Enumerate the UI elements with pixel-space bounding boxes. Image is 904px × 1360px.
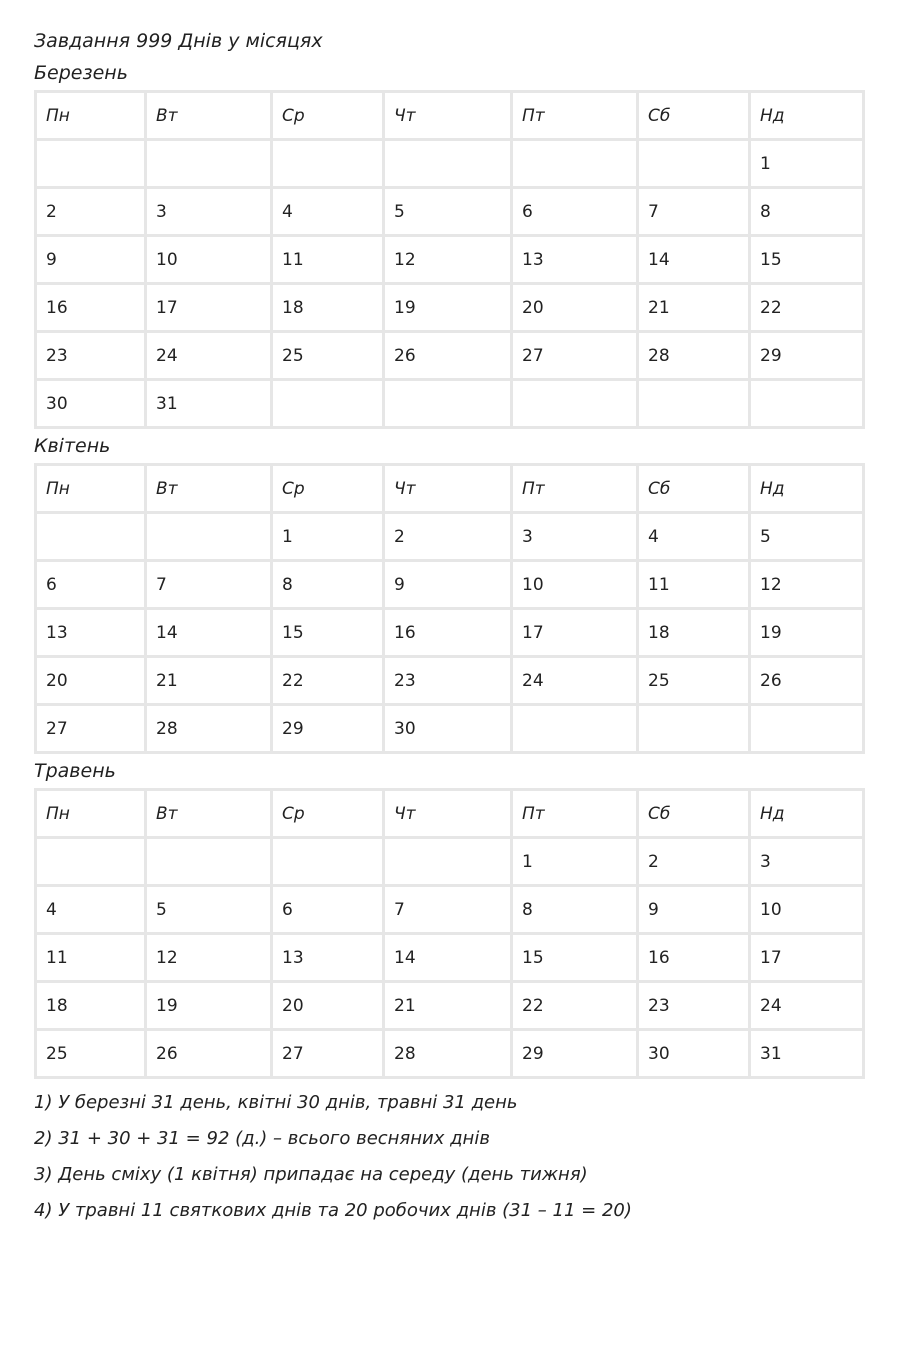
weekday-cell: Вт [146, 790, 272, 838]
day-cell: 2 [36, 188, 146, 236]
month-title: Квітень [34, 435, 111, 457]
day-cell: 26 [384, 332, 512, 380]
day-cell: 2 [638, 838, 750, 886]
weekday-header-row [36, 465, 864, 513]
week-row [36, 705, 864, 753]
weekday-cell: Чт [384, 790, 512, 838]
day-cell: 14 [638, 236, 750, 284]
day-cell: 29 [512, 1030, 638, 1078]
day-cell: 1 [750, 140, 864, 188]
day-cell [638, 380, 750, 428]
day-cell: 30 [384, 705, 512, 753]
day-cell: 13 [512, 236, 638, 284]
day-cell: 11 [36, 934, 146, 982]
day-cell: 23 [384, 657, 512, 705]
day-cell [512, 705, 638, 753]
day-cell: 24 [750, 982, 864, 1030]
day-cell [750, 380, 864, 428]
day-cell: 3 [750, 838, 864, 886]
day-cell: 22 [750, 284, 864, 332]
day-cell: 18 [638, 609, 750, 657]
day-cell: 10 [146, 236, 272, 284]
calendar-months [34, 56, 862, 1079]
week-row [36, 982, 864, 1030]
day-cell: 26 [750, 657, 864, 705]
answer-line: 3) День сміху (1 квітня) припадає на середу (день тижня) [34, 1164, 588, 1185]
weekday-cell: Нд [750, 465, 864, 513]
day-cell: 3 [146, 188, 272, 236]
day-cell: 31 [750, 1030, 864, 1078]
day-cell: 30 [36, 380, 146, 428]
day-cell: 19 [750, 609, 864, 657]
day-cell: 23 [638, 982, 750, 1030]
weekday-cell: Ср [272, 465, 384, 513]
day-cell: 29 [272, 705, 384, 753]
weekday-cell: Сб [638, 465, 750, 513]
day-cell [36, 140, 146, 188]
day-cell: 9 [36, 236, 146, 284]
day-cell: 22 [272, 657, 384, 705]
month-title: Травень [34, 760, 116, 782]
weekday-cell: Пт [512, 790, 638, 838]
day-cell: 17 [146, 284, 272, 332]
weekday-cell: Пн [36, 92, 146, 140]
day-cell: 15 [512, 934, 638, 982]
day-cell: 4 [272, 188, 384, 236]
weekday-header-row [36, 92, 864, 140]
day-cell: 10 [512, 561, 638, 609]
calendar-table [34, 463, 865, 754]
day-cell: 17 [750, 934, 864, 982]
day-cell: 18 [272, 284, 384, 332]
day-cell [146, 513, 272, 561]
day-cell: 25 [272, 332, 384, 380]
weekday-cell: Нд [750, 790, 864, 838]
day-cell: 16 [638, 934, 750, 982]
day-cell: 5 [750, 513, 864, 561]
day-cell: 13 [272, 934, 384, 982]
day-cell: 21 [638, 284, 750, 332]
day-cell: 27 [512, 332, 638, 380]
day-cell: 1 [272, 513, 384, 561]
week-row [36, 886, 864, 934]
weekday-cell: Ср [272, 92, 384, 140]
day-cell: 16 [36, 284, 146, 332]
weekday-cell: Сб [638, 92, 750, 140]
day-cell: 21 [384, 982, 512, 1030]
day-cell: 14 [146, 609, 272, 657]
month-title: Березень [34, 62, 128, 84]
week-row [36, 1030, 864, 1078]
day-cell: 31 [146, 380, 272, 428]
week-row [36, 140, 864, 188]
day-cell: 10 [750, 886, 864, 934]
calendar-table [34, 90, 865, 429]
day-cell: 2 [384, 513, 512, 561]
day-cell: 17 [512, 609, 638, 657]
weekday-header-row [36, 790, 864, 838]
day-cell: 20 [272, 982, 384, 1030]
day-cell: 8 [750, 188, 864, 236]
day-cell [272, 380, 384, 428]
day-cell: 12 [384, 236, 512, 284]
weekday-cell: Пн [36, 790, 146, 838]
day-cell: 4 [638, 513, 750, 561]
day-cell: 28 [146, 705, 272, 753]
day-cell: 28 [384, 1030, 512, 1078]
day-cell: 23 [36, 332, 146, 380]
day-cell: 20 [36, 657, 146, 705]
day-cell: 29 [750, 332, 864, 380]
week-row [36, 934, 864, 982]
weekday-cell: Ср [272, 790, 384, 838]
weekday-cell: Пт [512, 92, 638, 140]
week-row [36, 284, 864, 332]
day-cell: 9 [638, 886, 750, 934]
week-row [36, 188, 864, 236]
day-cell [146, 838, 272, 886]
weekday-cell: Нд [750, 92, 864, 140]
day-cell: 7 [384, 886, 512, 934]
day-cell: 21 [146, 657, 272, 705]
weekday-cell: Пт [512, 465, 638, 513]
day-cell: 22 [512, 982, 638, 1030]
day-cell: 27 [272, 1030, 384, 1078]
answer-line: 1) У березні 31 день, квітні 30 днів, травні 31 день [34, 1092, 518, 1113]
day-cell: 14 [384, 934, 512, 982]
day-cell [36, 513, 146, 561]
day-cell [384, 838, 512, 886]
week-row [36, 236, 864, 284]
day-cell [272, 838, 384, 886]
week-row [36, 380, 864, 428]
day-cell [638, 705, 750, 753]
day-cell: 12 [146, 934, 272, 982]
day-cell: 28 [638, 332, 750, 380]
day-cell [272, 140, 384, 188]
day-cell: 8 [272, 561, 384, 609]
answers-list [34, 1085, 862, 1229]
day-cell [638, 140, 750, 188]
calendar-table [34, 788, 865, 1079]
day-cell [384, 140, 512, 188]
week-row [36, 657, 864, 705]
day-cell: 7 [146, 561, 272, 609]
day-cell: 19 [146, 982, 272, 1030]
day-cell: 11 [638, 561, 750, 609]
day-cell: 6 [36, 561, 146, 609]
day-cell: 13 [36, 609, 146, 657]
day-cell: 15 [272, 609, 384, 657]
day-cell: 30 [638, 1030, 750, 1078]
weekday-cell: Сб [638, 790, 750, 838]
week-row [36, 561, 864, 609]
answer-line: 2) 31 + 30 + 31 = 92 (д.) – всього весняних днів [34, 1128, 490, 1149]
day-cell: 19 [384, 284, 512, 332]
week-row [36, 609, 864, 657]
week-row [36, 332, 864, 380]
weekday-cell: Вт [146, 465, 272, 513]
day-cell: 4 [36, 886, 146, 934]
day-cell: 5 [384, 188, 512, 236]
day-cell: 24 [512, 657, 638, 705]
week-row [36, 513, 864, 561]
day-cell: 11 [272, 236, 384, 284]
page-content [34, 26, 862, 1229]
day-cell [512, 380, 638, 428]
day-cell: 8 [512, 886, 638, 934]
day-cell: 15 [750, 236, 864, 284]
weekday-cell: Пн [36, 465, 146, 513]
task-title: Завдання 999 Днів у місяцях [34, 30, 323, 52]
week-row [36, 838, 864, 886]
day-cell: 6 [512, 188, 638, 236]
weekday-cell: Чт [384, 465, 512, 513]
day-cell: 6 [272, 886, 384, 934]
day-cell [36, 838, 146, 886]
day-cell: 20 [512, 284, 638, 332]
answer-line: 4) У травні 11 святкових днів та 20 робочих днів (31 – 11 = 20) [34, 1200, 632, 1221]
day-cell: 26 [146, 1030, 272, 1078]
day-cell: 5 [146, 886, 272, 934]
day-cell [146, 140, 272, 188]
day-cell: 3 [512, 513, 638, 561]
day-cell: 16 [384, 609, 512, 657]
day-cell: 25 [36, 1030, 146, 1078]
day-cell [384, 380, 512, 428]
day-cell: 24 [146, 332, 272, 380]
day-cell: 1 [512, 838, 638, 886]
day-cell: 12 [750, 561, 864, 609]
day-cell: 25 [638, 657, 750, 705]
weekday-cell: Чт [384, 92, 512, 140]
day-cell [512, 140, 638, 188]
day-cell: 27 [36, 705, 146, 753]
day-cell: 7 [638, 188, 750, 236]
weekday-cell: Вт [146, 92, 272, 140]
day-cell: 9 [384, 561, 512, 609]
day-cell: 18 [36, 982, 146, 1030]
day-cell [750, 705, 864, 753]
